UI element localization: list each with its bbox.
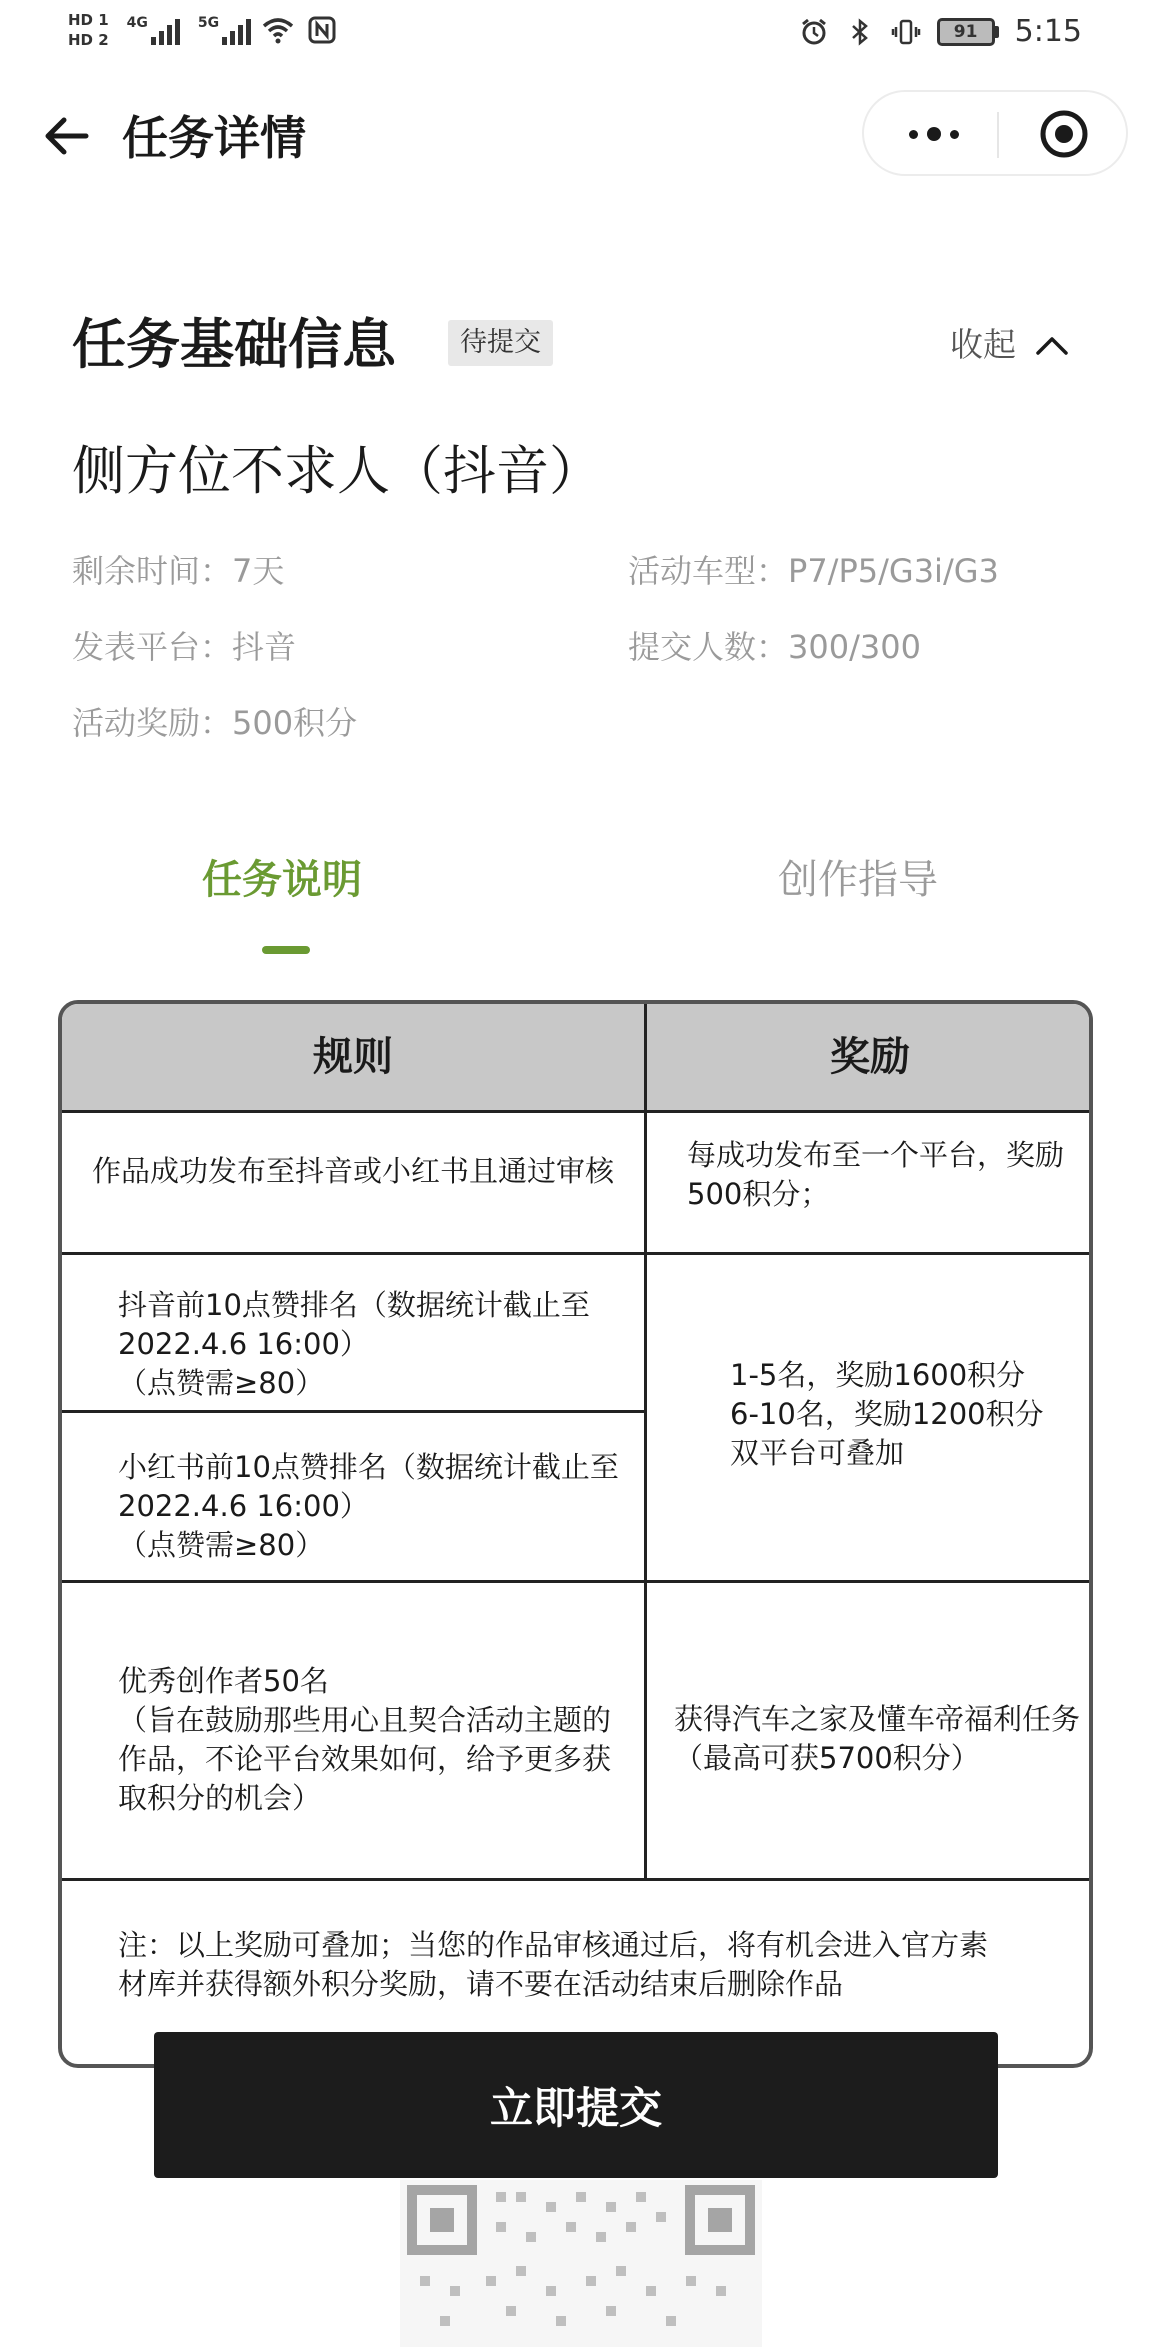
table-note: [118, 1926, 1078, 2004]
row23-reward-line: 1-5名，奖励1600积分: [730, 1358, 1026, 1392]
mini-program-capsule: [862, 90, 1128, 176]
info-reward: [72, 700, 357, 746]
info-reward-value: 500积分: [232, 704, 358, 742]
task-name: 侧方位不求人（抖音）: [72, 441, 602, 502]
info-remaining-label: 剩余时间：: [72, 552, 233, 590]
row4-rule: [118, 1662, 638, 1818]
row3-rule-line: 2022.4.6 16:00）: [118, 1489, 369, 1523]
battery-icon: [937, 18, 999, 46]
wifi-icon: [261, 15, 295, 45]
nav-bar: [0, 90, 1150, 186]
tab-task-description[interactable]: 任务说明: [202, 857, 362, 903]
signal-5g-icon: [198, 15, 251, 45]
status-left: [68, 10, 339, 50]
info-models-label: 活动车型：: [628, 552, 789, 590]
section-title: 任务基础信息: [72, 313, 396, 376]
info-platform-value: 抖音: [232, 628, 297, 666]
vibrate-icon: [891, 17, 921, 47]
page-title: 任务详情: [122, 111, 306, 165]
info-remaining-value: 7天: [232, 552, 285, 590]
more-button[interactable]: [884, 104, 984, 164]
row1-rule: 作品成功发布至抖音或小红书且通过审核: [91, 1154, 614, 1188]
info-platform-label: 发表平台：: [72, 628, 233, 666]
row4-reward: [674, 1700, 1093, 1778]
hd2-label: HD 2: [68, 31, 109, 49]
alarm-icon: [799, 17, 829, 47]
info-models-value: P7/P5/G3i/G3: [788, 552, 999, 590]
row1-reward: [687, 1136, 1087, 1214]
rules-table: [58, 1000, 1093, 2068]
row2-rule-line: 抖音前10点赞排名（数据统计截止至: [118, 1288, 590, 1322]
row1-reward-line: 500积分；: [687, 1177, 830, 1211]
status-badge: 待提交: [448, 320, 553, 366]
submit-button[interactable]: 立即提交: [154, 2032, 998, 2178]
more-dots-icon: [909, 130, 918, 139]
close-button[interactable]: [1014, 104, 1114, 164]
table-divider: [62, 1410, 646, 1413]
collapse-label: 收起: [950, 325, 1016, 364]
status-right: [799, 14, 1082, 49]
table-divider: [62, 1878, 1089, 1881]
qr-code-image: [400, 2180, 762, 2347]
hd-indicator: [68, 10, 109, 50]
row4-rule-line: 作品，不论平台效果如何，给予更多获: [118, 1742, 612, 1776]
status-bar: [0, 0, 1150, 72]
row23-reward-line: 6-10名，奖励1200积分: [730, 1397, 1044, 1431]
arrow-left-icon: [40, 110, 92, 162]
battery-level: 91: [937, 18, 995, 46]
header-reward: 奖励: [830, 1034, 910, 1080]
info-submitters: [628, 624, 921, 670]
hd1-label: HD 1: [68, 11, 109, 29]
qr-code: [400, 2180, 762, 2347]
table-note-line: 材库并获得额外积分奖励，请不要在活动结束后删除作品: [118, 1967, 844, 2001]
chevron-up-icon: [1034, 327, 1070, 363]
clock: 5:15: [1014, 14, 1082, 49]
bluetooth-icon: [845, 17, 875, 47]
row23-reward: [730, 1356, 1090, 1473]
table-divider: [62, 1580, 1089, 1583]
row3-rule-line: （点赞需≥80）: [118, 1528, 325, 1562]
info-models: [628, 548, 999, 594]
info-platform: [72, 624, 296, 670]
signal-icon: [127, 15, 180, 45]
row4-reward-line: （最高可获5700积分）: [674, 1741, 980, 1775]
target-circle-icon: [1038, 108, 1090, 160]
tab-indicator: [262, 946, 310, 954]
row4-rule-line: 优秀创作者50名: [118, 1664, 329, 1698]
info-reward-label: 活动奖励：: [72, 704, 233, 742]
net1-label: 4G: [126, 15, 148, 31]
back-button[interactable]: [36, 106, 96, 166]
row3-rule-line: 小红书前10点赞排名（数据统计截止至: [118, 1450, 619, 1484]
row4-reward-line: 获得汽车之家及懂车帝福利任务: [674, 1702, 1081, 1736]
collapse-button[interactable]: [950, 320, 1070, 370]
table-divider: [62, 1110, 1089, 1113]
capsule-divider: [997, 112, 999, 158]
row4-rule-line: 取积分的机会）: [118, 1781, 322, 1815]
row3-rule: [118, 1448, 638, 1565]
nfc-icon: [305, 15, 339, 45]
net2-label: 5G: [197, 15, 220, 31]
info-submitters-value: 300/300: [788, 628, 921, 666]
info-remaining: [72, 548, 284, 594]
row4-rule-line: （旨在鼓励那些用心且契合活动主题的: [118, 1703, 612, 1737]
row2-rule: [118, 1286, 638, 1403]
info-submitters-label: 提交人数：: [628, 628, 789, 666]
row2-rule-line: 2022.4.6 16:00）: [118, 1327, 369, 1361]
row1-reward-line: 每成功发布至一个平台，奖励: [687, 1138, 1065, 1172]
table-note-line: 注：以上奖励可叠加；当您的作品审核通过后，将有机会进入官方素: [118, 1928, 989, 1962]
header-rule: 规则: [313, 1034, 393, 1080]
row23-reward-line: 双平台可叠加: [730, 1436, 905, 1470]
row2-rule-line: （点赞需≥80）: [118, 1366, 325, 1400]
table-divider: [62, 1252, 1089, 1255]
tab-creation-guide[interactable]: 创作指导: [778, 857, 938, 903]
table-column-divider: [644, 1004, 647, 1878]
